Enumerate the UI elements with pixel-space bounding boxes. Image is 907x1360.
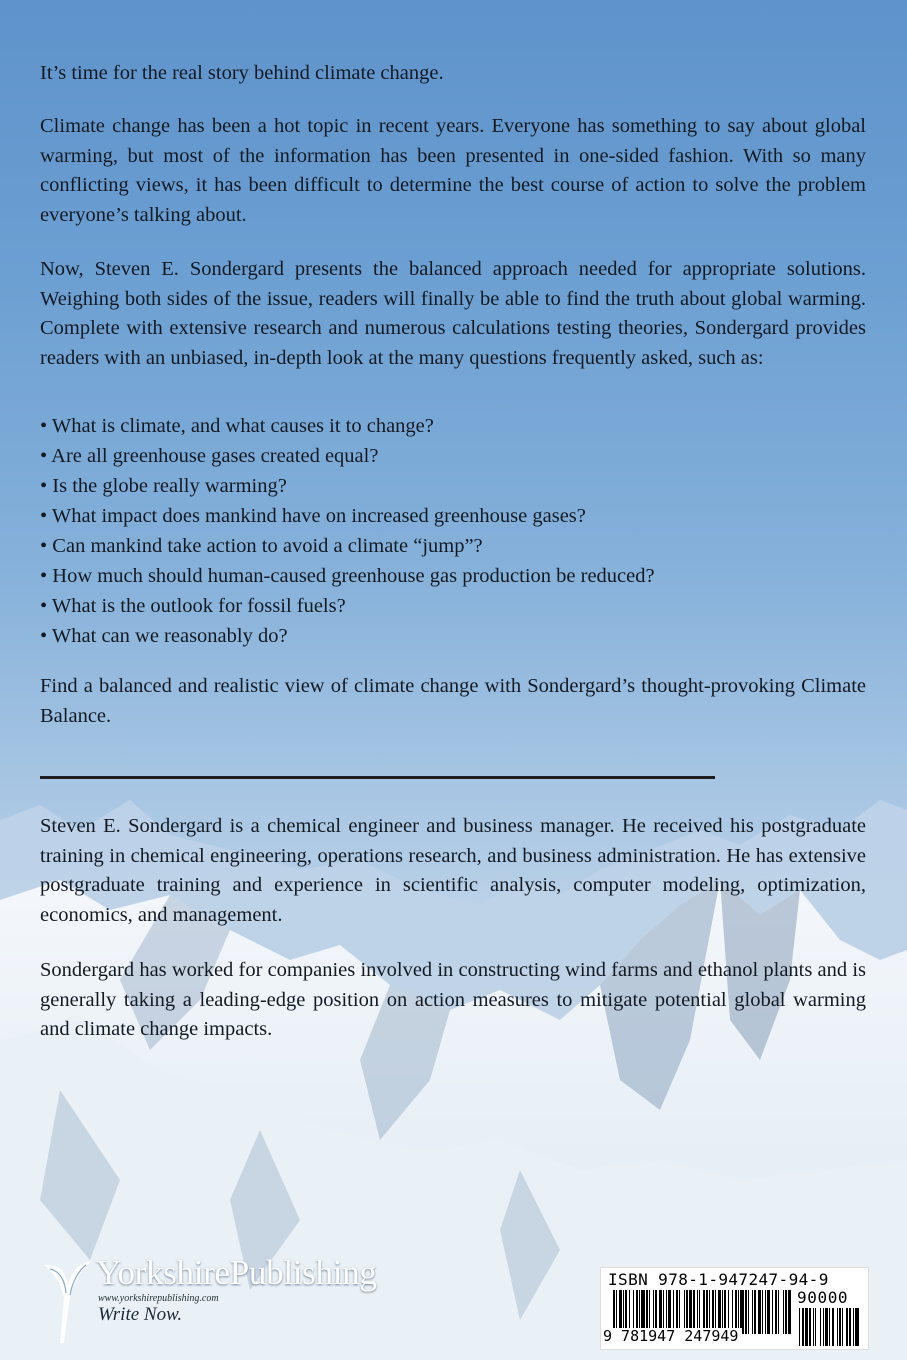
author-bio-paragraph-1: Steven E. Sondergard is a chemical engineer and business manager. He received his postgraduate training in chemical engineering, operations research, and business administration. He has extensive postgraduate training and experience in scientific analysis, computer modeling, optimization, economics, and management. — [40, 815, 866, 926]
author-bio-paragraph-2: Sondergard has worked for companies involved in constructing wind farms and ethanol plants and is generally taking a leading-edge position on action measures to mitigate potential global warming and climate change impacts. — [40, 959, 866, 1041]
question-item: • What impact does mankind have on increased greenhouse gases? — [40, 505, 586, 527]
publisher-name: YorkshirePublishing — [96, 1253, 377, 1292]
isbn-barcode — [600, 1267, 869, 1350]
question-item: • Is the globe really warming? — [40, 475, 287, 497]
isbn-label: ISBN 978-1-947247-94-9 — [608, 1270, 829, 1289]
blurb-paragraph-1: Climate change has been a hot topic in recent years. Everyone has something to say about global warming, but most of the information has been presented in one-sided fashion. With so many conflicting views, it has been difficult to determine the best course of action to solve the problem everyone’s talking about. — [40, 115, 866, 226]
section-divider — [40, 776, 715, 779]
blurb-paragraph-2: Now, Steven E. Sondergard presents the balanced approach needed for appropriate solutions. Weighing both sides of the issue, readers will finally be able to find the truth about global warming. Complete with extensive research and numerous calculations testing theories, Sondergard provides readers with an unbiased, in-depth look at the many questions frequently asked, such as: — [40, 258, 866, 369]
question-item: • How much should human-caused greenhouse gas production be reduced? — [40, 565, 655, 587]
question-list — [40, 411, 866, 651]
question-item: • What is the outlook for fossil fuels? — [40, 595, 346, 617]
blurb-closing: Find a balanced and realistic view of climate change with Sondergard’s thought-provoking Climate Balance. — [40, 675, 866, 727]
publisher-logo — [40, 1253, 420, 1353]
question-item: • Can mankind take action to avoid a climate “jump”? — [40, 535, 483, 557]
question-item: • What is climate, and what causes it to change? — [40, 415, 434, 437]
quill-y-icon — [40, 1257, 95, 1347]
question-item: • Are all greenhouse gases created equal? — [40, 445, 379, 467]
publisher-tagline: Write Now. — [98, 1304, 183, 1325]
price-code-label: 90000 — [797, 1288, 849, 1307]
publisher-url: www.yorkshirepublishing.com — [98, 1293, 219, 1304]
question-item: • What can we reasonably do? — [40, 625, 288, 647]
intro-line: It’s time for the real story behind climate change. — [40, 62, 444, 84]
ean-digits: 9 781947 247949 — [601, 1328, 742, 1345]
